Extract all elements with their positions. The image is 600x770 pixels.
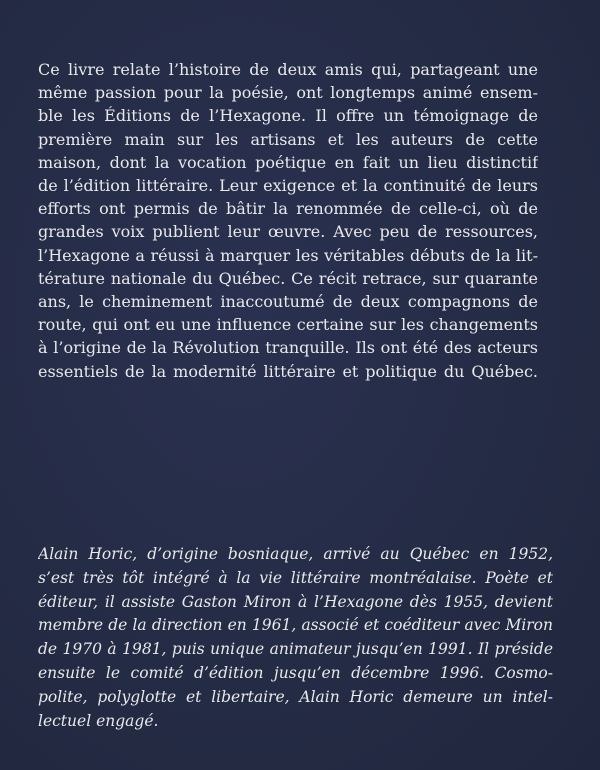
description-line: à l’origine de la Révolution tranquille. Ils ont été des acteurs bbox=[38, 338, 538, 358]
description-line: même passion pour la poésie, ont longtemps animé ensem- bbox=[38, 83, 538, 103]
description-line: maison, dont la vocation poétique en fait un lieu distinctif bbox=[38, 152, 538, 172]
description-line: essentiels de la modernité littéraire et politique du Québec. bbox=[38, 361, 538, 381]
biography-paragraph bbox=[38, 543, 553, 733]
author-biography bbox=[38, 543, 553, 733]
description-line: de l’édition littéraire. Leur exigence et la continuité de leurs bbox=[38, 176, 538, 196]
biography-line: ensuite le comité d’édition jusqu’en décembre 1996. Cosmo- bbox=[38, 663, 553, 682]
biography-line: membre de la direction en 1961, associé et coéditeur avec Miron bbox=[38, 616, 553, 635]
description-line: ans, le cheminement inaccoutumé de deux compagnons de bbox=[38, 292, 538, 312]
description-line: l’Hexagone a réussi à marquer les véritables débuts de la lit- bbox=[38, 245, 538, 265]
biography-line: polite, polyglotte et libertaire, Alain Horic demeure un intel- bbox=[38, 687, 553, 706]
description-line: efforts ont permis de bâtir la renommée de celle-ci, où de bbox=[38, 199, 538, 219]
description-line: première main sur les artisans et les auteurs de cette bbox=[38, 129, 538, 149]
description-paragraph bbox=[38, 58, 538, 383]
description-line: ble les Éditions de l’Hexagone. Il offre un témoignage de bbox=[38, 106, 538, 126]
biography-line: éditeur, il assiste Gaston Miron à l’Hexagone dès 1955, devient bbox=[38, 592, 553, 611]
biography-line: Alain Horic, d’origine bosniaque, arrivé au Québec en 1952, bbox=[38, 545, 553, 563]
book-description bbox=[38, 58, 538, 383]
biography-line: lectuel engagé. bbox=[38, 711, 159, 730]
biography-line: s’est très tôt intégré à la vie littéraire montréalaise. Poète et bbox=[38, 568, 553, 587]
biography-line: de 1970 à 1981, puis unique animateur jusqu’en 1991. Il préside bbox=[38, 640, 553, 659]
description-line: térature nationale du Québec. Ce récit retrace, sur quarante bbox=[38, 268, 538, 288]
description-line: Ce livre relate l’histoire de deux amis qui, partageant une bbox=[38, 60, 538, 79]
description-line: route, qui ont eu une influence certaine sur les changements bbox=[38, 315, 538, 335]
description-line: grandes voix publient leur œuvre. Avec peu de ressources, bbox=[38, 222, 538, 242]
